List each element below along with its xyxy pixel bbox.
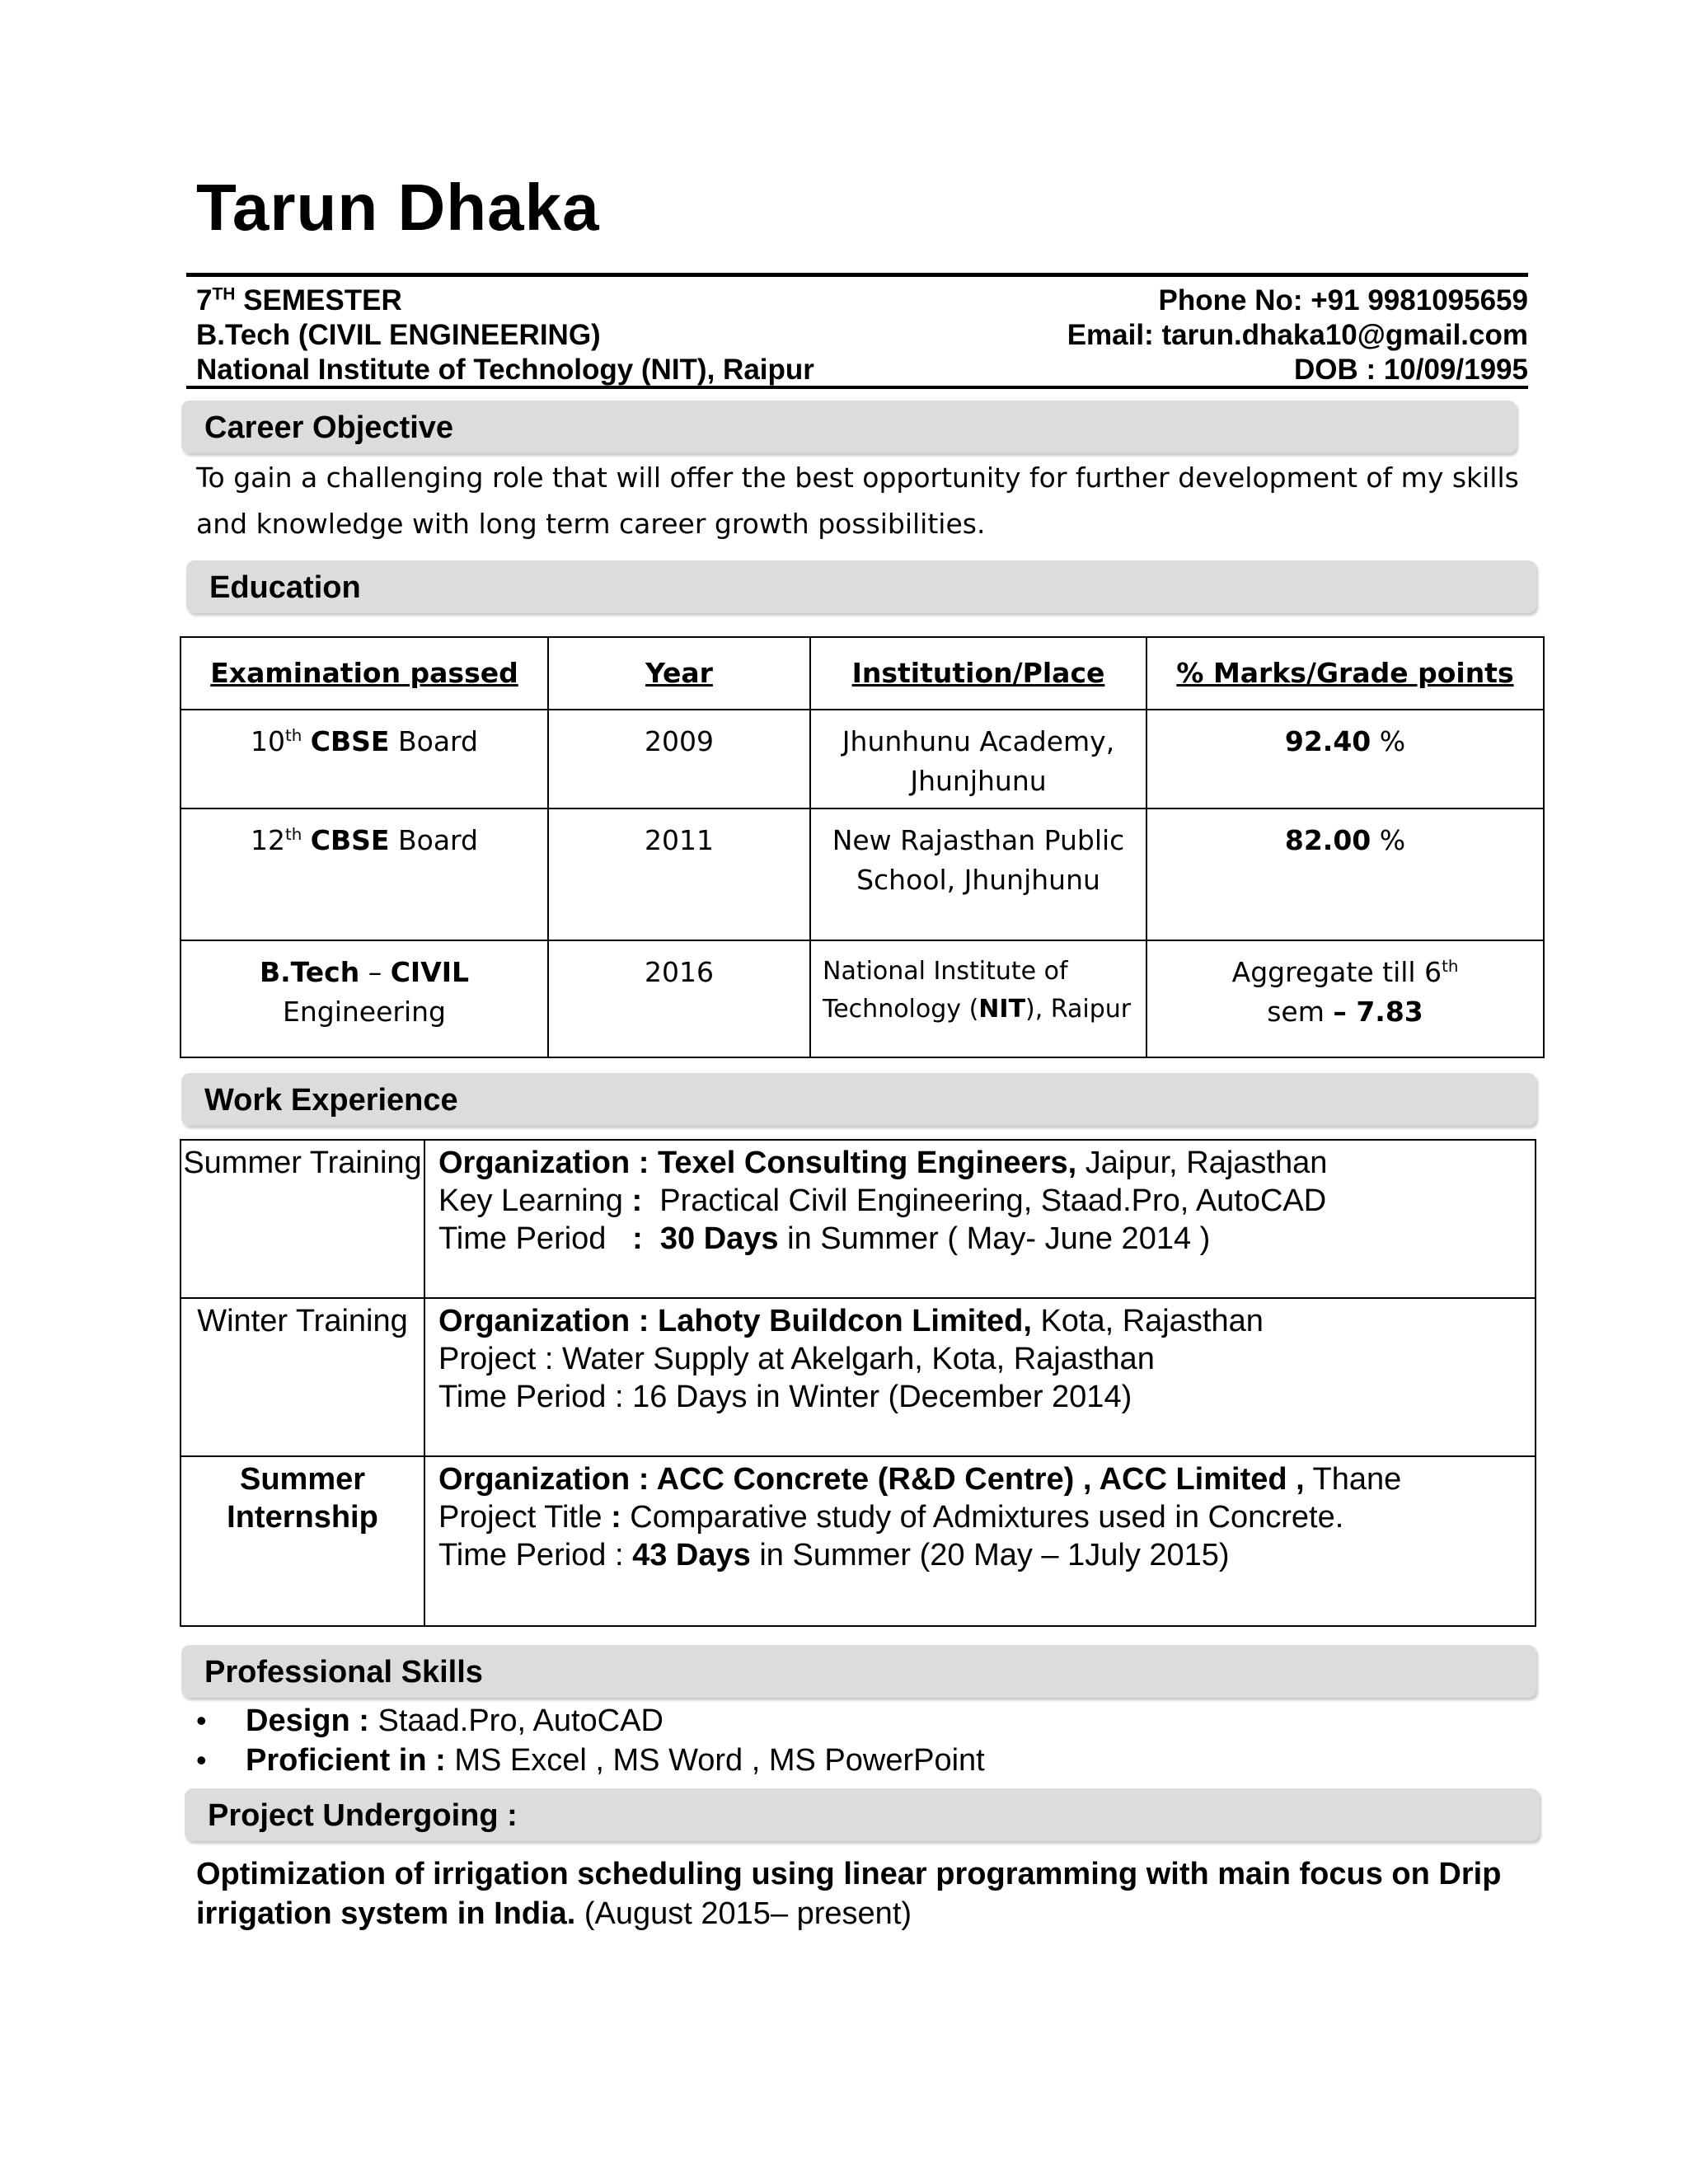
- project-line: Project : Water Supply at Akelgarh, Kota, Rajasthan: [438, 1342, 1155, 1376]
- col-header-institution: Institution/Place: [810, 637, 1146, 710]
- candidate-name: Tarun Dhaka: [196, 171, 600, 244]
- col-header-marks: % Marks/Grade points: [1146, 637, 1544, 710]
- institution-cell: Jhunhunu Academy, Jhunjhunu: [810, 710, 1146, 808]
- section-work-experience: [181, 1073, 1536, 1126]
- work-type-cell: Summer Training: [181, 1140, 424, 1298]
- col-header-exam: Examination passed: [181, 637, 548, 710]
- career-objective-text: To gain a challenging role that will offer the best opportunity for further development of my skills and knowledge with long term career growth possibilities.: [196, 462, 1519, 540]
- project-title-line: Project Title : Comparative study of Admixtures used in Concrete.: [438, 1500, 1344, 1535]
- marks-cell: Aggregate till 6th sem – 7.83: [1146, 940, 1544, 1057]
- section-project-undergoing: [185, 1788, 1540, 1841]
- table-header-row: [181, 637, 1544, 710]
- institution-cell: New Rajasthan Public School, Jhunjhunu: [810, 808, 1146, 940]
- organization-line: Organization : Texel Consulting Engineers, Jaipur, Rajasthan: [438, 1146, 1328, 1180]
- time-period-line: Time Period : 16 Days in Winter (December 2014): [438, 1380, 1132, 1414]
- header-top-rule: [186, 273, 1528, 277]
- email-line: Email: tarun.dhaka10@gmail.com: [1067, 319, 1528, 351]
- table-row: [181, 1298, 1536, 1456]
- table-row: [181, 710, 1544, 808]
- degree-line: B.Tech (CIVIL ENGINEERING): [196, 319, 601, 351]
- table-row: [181, 940, 1544, 1057]
- institute-line: National Institute of Technology (NIT), Raipur: [196, 354, 814, 386]
- list-item: • Design : Staad.Pro, AutoCAD: [196, 1701, 985, 1741]
- marks-cell: 92.40 %: [1146, 710, 1544, 808]
- time-period-line: Time Period : 43 Days in Summer (20 May – 1July 2015): [438, 1538, 1230, 1572]
- work-experience-table: [180, 1139, 1536, 1627]
- exam-cell: 10th CBSE Board: [181, 710, 548, 808]
- project-description: [196, 1854, 1556, 1933]
- work-type-cell: Summer Internship: [181, 1456, 424, 1626]
- year-cell: 2011: [548, 808, 810, 940]
- header-right-info: [1067, 284, 1528, 387]
- header-bottom-rule: [186, 386, 1528, 389]
- table-row: [181, 808, 1544, 940]
- col-header-year: Year: [548, 637, 810, 710]
- table-row: [181, 1456, 1536, 1626]
- dob-line: DOB : 10/09/1995: [1293, 354, 1528, 386]
- section-title: Career Objective: [204, 410, 454, 445]
- work-type-cell: Winter Training: [181, 1298, 424, 1456]
- project-period: (August 2015– present): [575, 1896, 912, 1931]
- section-title: Work Experience: [204, 1083, 458, 1118]
- marks-cell: 82.00 %: [1146, 808, 1544, 940]
- table-row: [181, 1140, 1536, 1298]
- section-title: Project Undergoing :: [208, 1798, 518, 1833]
- organization-line: Organization : Lahoty Buildcon Limited, Kota, Rajasthan: [438, 1304, 1264, 1338]
- work-details-cell: [424, 1298, 1536, 1456]
- work-details-cell: [424, 1140, 1536, 1298]
- work-details-cell: [424, 1456, 1536, 1626]
- exam-cell: 12th CBSE Board: [181, 808, 548, 940]
- time-period-line: Time Period : 30 Days in Summer ( May- June 2014 ): [438, 1221, 1211, 1256]
- project-title: Optimization of irrigation scheduling using linear programming with main focus on Drip irrigation system in India.: [196, 1857, 1502, 1931]
- section-career-objective: [181, 401, 1517, 453]
- header-left-info: [196, 284, 814, 387]
- year-cell: 2016: [548, 940, 810, 1057]
- list-item: • Proficient in : MS Excel , MS Word , MS PowerPoint: [196, 1741, 985, 1780]
- section-title: Education: [209, 570, 361, 605]
- exam-cell: B.Tech – CIVIL Engineering: [181, 940, 548, 1057]
- key-learning-line: Key Learning : Practical Civil Engineering, Staad.Pro, AutoCAD: [438, 1183, 1327, 1218]
- organization-line: Organization : ACC Concrete (R&D Centre) , ACC Limited , Thane: [438, 1462, 1402, 1497]
- education-table: [180, 636, 1545, 1058]
- section-title: Professional Skills: [204, 1655, 483, 1690]
- phone-line: Phone No: +91 9981095659: [1158, 284, 1528, 316]
- section-professional-skills: [181, 1645, 1536, 1698]
- section-education: [186, 560, 1536, 613]
- institution-cell: National Institute of Technology (NIT), Raipur: [810, 940, 1146, 1057]
- skills-list: [196, 1701, 985, 1780]
- semester-line: 7TH SEMESTER: [196, 284, 402, 316]
- year-cell: 2009: [548, 710, 810, 808]
